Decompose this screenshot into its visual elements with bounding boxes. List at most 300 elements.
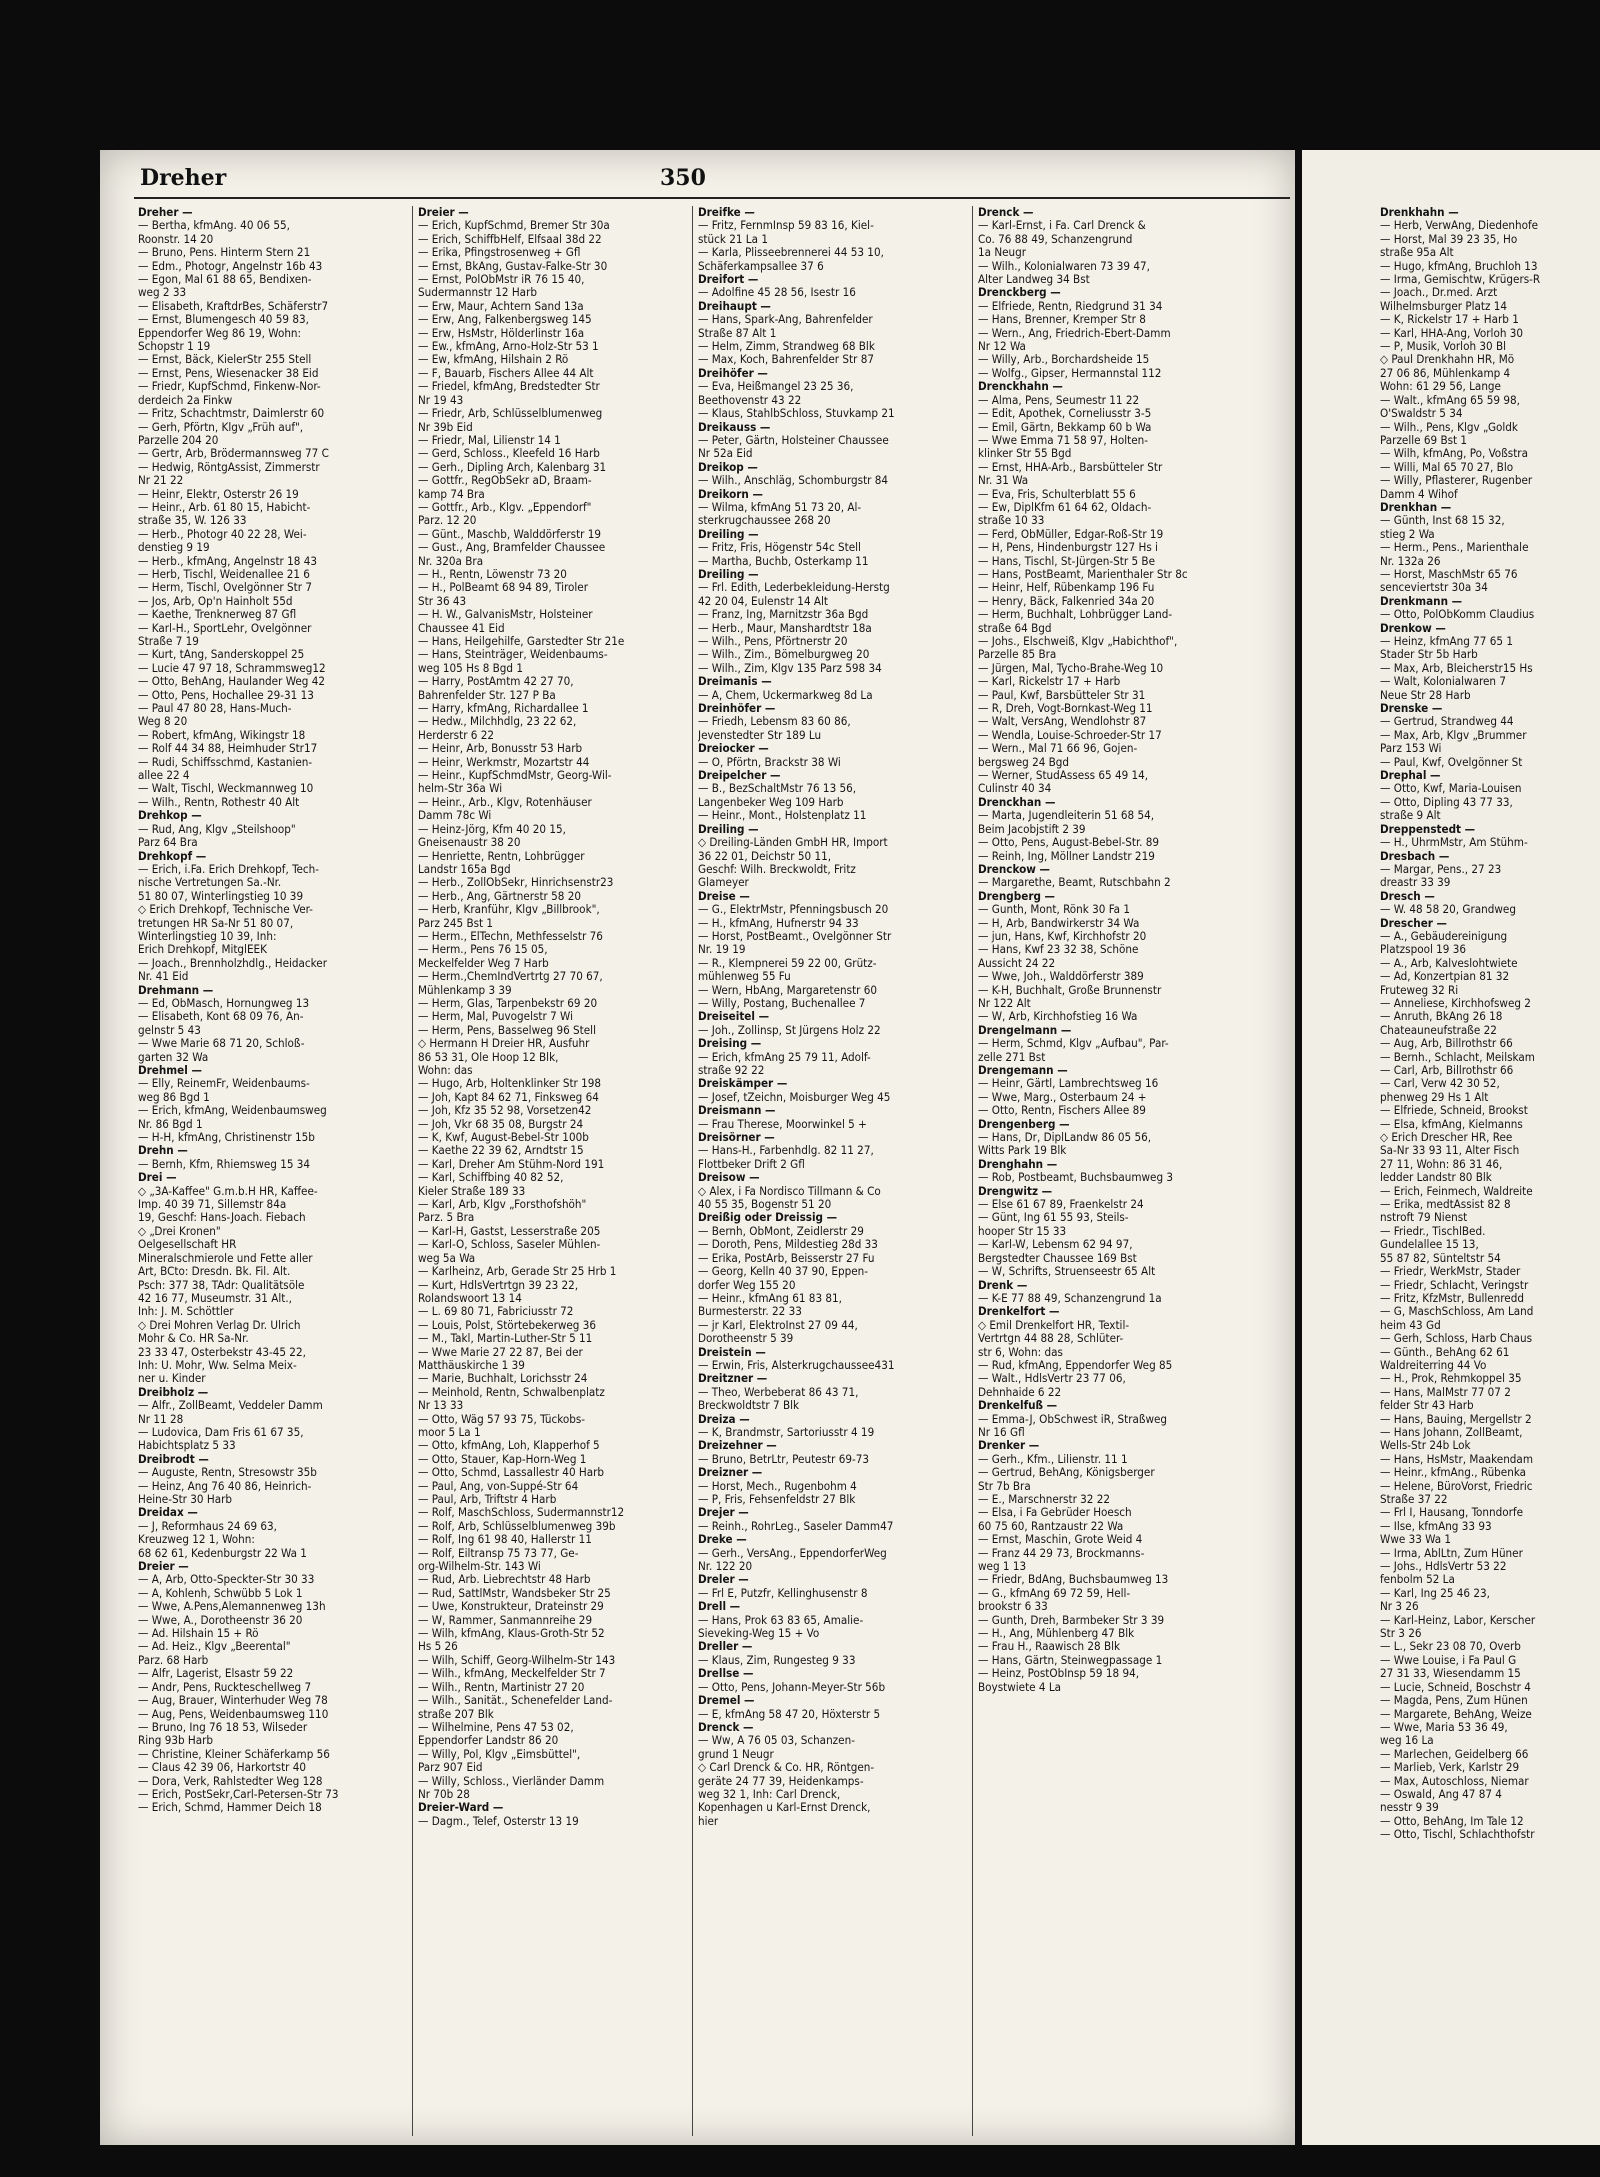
directory-line: — Helm, Zimm, Strandweg 68 Blk: [698, 340, 875, 354]
directory-line: — A., Arb, Kalveslohtwiete: [1380, 956, 1518, 970]
directory-line: Drephal —: [1380, 769, 1441, 783]
directory-line: 1a Neugr: [978, 246, 1027, 260]
directory-line: Drenkelfort —: [978, 1305, 1060, 1319]
directory-line: sterkrugchaussee 268 20: [698, 514, 831, 528]
directory-line: Culinstr 40 34: [978, 782, 1052, 796]
directory-line: — Ernst, Bäck, KielerStr 255 Stell: [138, 353, 312, 367]
directory-line: zelle 271 Bst: [978, 1050, 1046, 1064]
directory-line: — Friedr., TischlBed.: [1380, 1224, 1486, 1238]
directory-line: — Ernst, Maschin, Grote Weid 4: [978, 1533, 1143, 1547]
directory-line: — Hans, Kwf 23 32 38, Schöne: [978, 943, 1139, 957]
directory-line: — Kaethe 22 39 62, Arndtstr 15: [418, 1144, 584, 1158]
directory-line: — Aug, Pens, Weidenbaumsweg 110: [138, 1707, 329, 1721]
directory-line: — Friedr, Schlacht, Veringstr: [1380, 1278, 1529, 1292]
directory-line: Eppendorfer Weg 86 19, Wohn:: [138, 326, 302, 340]
directory-line: — Joh, Vkr 68 35 08, Burgstr 24: [418, 1117, 584, 1131]
directory-line: ◇ „3A-Kaffee" G.m.b.H HR, Kaffee-: [138, 1184, 318, 1198]
directory-line: — Karl-Heinz, Labor, Kerscher: [1380, 1613, 1536, 1627]
directory-line: Sudermannstr 12 Harb: [418, 286, 537, 300]
directory-line: — Wwe Marie 27 22 87, Bei der: [418, 1345, 583, 1359]
directory-line: — K-E 77 88 49, Schanzengrund 1a: [978, 1291, 1162, 1305]
directory-line: — Erich, i.Fa. Erich Drehkopf, Tech-: [138, 862, 320, 876]
directory-line: — Karl-O, Schloss, Saseler Mühlen-: [418, 1238, 601, 1252]
directory-line: — Otto, Schmd, Lassallestr 40 Harb: [418, 1466, 605, 1480]
directory-line: — Otto, Pens, August-Bebel-Str. 89: [978, 836, 1160, 850]
directory-line: Nr 3 26: [1380, 1600, 1419, 1614]
directory-line: — Günt, Ing 61 55 93, Steils-: [978, 1211, 1129, 1225]
directory-line: — Heinr., kfmAng., Rübenka: [1380, 1466, 1527, 1480]
directory-line: — Rud, Ang, Klgv „Steilshoop": [138, 822, 296, 836]
directory-line: Wells-Str 24b Lok: [1380, 1439, 1471, 1453]
directory-line: Drengenberg —: [978, 1117, 1070, 1131]
directory-line: — Irma, Gemischtw, Krügers-R: [1380, 273, 1541, 287]
directory-line: Dreimanis —: [698, 675, 772, 689]
directory-line: — Frau H., Raawisch 28 Blk: [978, 1640, 1121, 1654]
directory-line: — Christine, Kleiner Schäferkamp 56: [138, 1747, 330, 1761]
directory-line: ◇ „Drei Kronen": [138, 1224, 221, 1238]
directory-line: — Henriette, Rentn, Lohbrügger: [418, 849, 585, 863]
directory-line: — Karla, Plisseebrennerei 44 53 10,: [698, 246, 884, 260]
directory-line: — jun, Hans, Kwf, Kirchhofstr 20: [978, 929, 1147, 943]
directory-line: — Bruno, Ing 76 18 53, Wilseder: [138, 1720, 308, 1734]
directory-line: — Max, Arb, Bleicherstr15 Hs: [1380, 661, 1533, 675]
directory-line: ◇ Drei Mohren Verlag Dr. Ulrich: [138, 1318, 301, 1332]
directory-line: — K-H, Buchhalt, Große Brunnenstr: [978, 983, 1162, 997]
directory-line: Damm 4 Wihof: [1380, 487, 1458, 501]
directory-line: straße 207 Blk: [418, 1707, 494, 1721]
directory-line: allee 22 4: [138, 769, 190, 783]
running-head: Dreher: [140, 165, 227, 191]
directory-line: Drengemann —: [978, 1064, 1068, 1077]
directory-line: — Heinr., KupfSchmdMstr, Georg-Wil-: [418, 769, 612, 783]
directory-line: — Ernst, HHA-Arb., Barsbütteler Str: [978, 460, 1163, 474]
directory-line: Eppendorfer Landstr 86 20: [418, 1734, 559, 1748]
directory-line: — Elfriede, Rentn, Riedgrund 31 34: [978, 299, 1163, 313]
directory-line: — Karl, Arb, Klgv „Forsthofshöh": [418, 1198, 587, 1212]
directory-line: — Gertrud, BehAng, Königsberger: [978, 1466, 1155, 1480]
directory-line: — Erich, Schmd, Hammer Deich 18: [138, 1801, 322, 1815]
directory-line: Dreke —: [698, 1533, 747, 1547]
directory-line: — Wwe, Maria 53 36 49,: [1380, 1720, 1508, 1734]
directory-line: Nr 19 43: [418, 393, 464, 407]
directory-line: — Karl-W, Lebensm 62 94 97,: [978, 1238, 1133, 1252]
directory-line: — Erwin, Fris, Alsterkrugchaussee431: [698, 1358, 895, 1372]
directory-line: 27 31 33, Wiesendamm 15: [1380, 1667, 1521, 1681]
directory-line: — Karl, Ing 25 46 23,: [1380, 1586, 1490, 1600]
directory-line: — Franz, Ing, Marnitzstr 36a Bgd: [698, 608, 869, 622]
directory-line: garten 32 Wa: [138, 1050, 209, 1064]
directory-line: brookstr 6 33: [978, 1600, 1048, 1614]
directory-line: mühlenweg 55 Fu: [698, 970, 791, 984]
directory-line: Dreher —: [138, 206, 193, 219]
directory-line: — Otto, BehAng, Im Tale 12: [1380, 1814, 1524, 1828]
directory-line: Parzelle 204 20: [138, 433, 219, 447]
directory-line: — Peter, Gärtn, Holsteiner Chaussee: [698, 433, 889, 447]
directory-line: Dresbach —: [1380, 849, 1450, 863]
directory-line: Straße 37 22: [1380, 1493, 1448, 1506]
directory-line: — P, Musik, Vorloh 30 Bl: [1380, 340, 1507, 354]
directory-line: — Fritz, Fris, Högenstr 54c Stell: [698, 541, 861, 555]
directory-line: Drenck —: [978, 206, 1034, 219]
directory-line: — Heinr, Elektr, Osterstr 26 19: [138, 487, 299, 501]
directory-line: — Heinr., Arb. 61 80 15, Habicht-: [138, 500, 311, 514]
directory-line: str 6, Wohn: das: [978, 1345, 1063, 1359]
directory-line: — Hans Johann, ZollBeamt,: [1380, 1425, 1523, 1439]
directory-line: — Wilma, kfmAng 51 73 20, Al-: [698, 500, 862, 514]
directory-line: Drenkelfuß —: [978, 1399, 1058, 1413]
directory-line: — Max, Koch, Bahrenfelder Str 87: [698, 353, 874, 367]
directory-line: — Elfriede, Schneid, Brookst: [1380, 1104, 1528, 1118]
directory-line: — Rob, Postbeamt, Buchsbaumweg 3: [978, 1171, 1174, 1185]
directory-line: Drell —: [698, 1600, 741, 1614]
directory-line: — Rolf, Arb, Schlüsselblumenweg 39b: [418, 1519, 616, 1533]
directory-line: Beethovenstr 43 22: [698, 393, 802, 407]
directory-line: heim 43 Gd: [1380, 1318, 1441, 1332]
directory-line: — Gerh., Dipling Arch, Kalenbarg 31: [418, 460, 607, 474]
directory-line: — Otto, Wäg 57 93 75, Tückobs-: [418, 1412, 586, 1426]
directory-line: Wilhelmsburger Platz 14: [1380, 299, 1508, 313]
directory-line: Drenkhan —: [1380, 500, 1452, 514]
directory-line: — Carl, Arb, Billrothstr 66: [1380, 1064, 1514, 1077]
directory-line: — Herm, Pens, Basselweg 96 Stell: [418, 1023, 596, 1037]
directory-line: Dreismann —: [698, 1104, 776, 1118]
directory-line: — Jürgen, Mal, Tycho-Brahe-Weg 10: [978, 661, 1164, 675]
directory-line: straße 95a Alt: [1380, 246, 1454, 260]
directory-line: — Ad, Konzertpian 81 32: [1380, 970, 1510, 984]
directory-line: — Walt, Tischl, Weckmannweg 10: [138, 782, 314, 796]
directory-line: — Frl. Edith, Lederbekleidung-Herstg: [698, 581, 890, 595]
directory-line: — Doroth, Pens, Mildestieg 28d 33: [698, 1238, 878, 1252]
directory-line: — Herb., Photogr 40 22 28, Wei-: [138, 527, 307, 541]
directory-line: — Gunth, Mont, Rönk 30 Fa 1: [978, 903, 1131, 917]
directory-line: ◇ Erich Drehkopf, Technische Ver-: [138, 903, 313, 917]
directory-line: — Wern., Mal 71 66 96, Gojen-: [978, 742, 1138, 756]
directory-line: — H., Prok, Rehmkoppel 35: [1380, 1372, 1522, 1386]
directory-line: — Harry, PostAmtm 42 27 70,: [418, 675, 574, 689]
directory-line: — Wilh., Pens, Pförtnerstr 20: [698, 635, 848, 648]
directory-line: — Rud, Arb. Liebrechtstr 48 Harb: [418, 1573, 591, 1587]
directory-line: weg 105 Hs 8 Bgd 1: [418, 661, 523, 675]
directory-line: — Herm, Buchhalt, Lohbrügger Land-: [978, 608, 1173, 622]
directory-line: Dreikorn —: [698, 487, 763, 501]
directory-line: — Jos, Arb, Op'n Hainholt 55d: [138, 594, 293, 608]
directory-line: — K, Kwf, August-Bebel-Str 100b: [418, 1131, 589, 1145]
directory-line: Drengwitz —: [978, 1184, 1053, 1198]
directory-line: — A, Arb, Otto-Speckter-Str 30 33: [138, 1573, 315, 1587]
directory-line: — Anruth, BkAng 26 18: [1380, 1010, 1503, 1024]
directory-line: — Claus 42 39 06, Harkortstr 40: [138, 1761, 307, 1775]
header-rule: [134, 197, 1290, 199]
directory-line: — Wwe Emma 71 58 97, Holten-: [978, 433, 1149, 447]
directory-line: Burmesterstr. 22 33: [698, 1305, 802, 1319]
directory-line: Dreiling —: [698, 567, 759, 581]
directory-line: Chaussee 41 Eid: [418, 621, 505, 635]
directory-line: — Gerh, Pförtn, Klgv „Früh auf",: [138, 420, 304, 434]
directory-line: weg 5a Wa: [418, 1251, 476, 1265]
directory-line: — Hans, Spark-Ang, Bahrenfelder: [698, 313, 873, 327]
directory-line: — Otto, Dipling 43 77 33,: [1380, 795, 1513, 809]
directory-line: — A, Chem, Uckermarkweg 8d La: [698, 688, 873, 702]
directory-line: Dreise —: [698, 889, 750, 903]
directory-line: — Willy, Postang, Buchenallee 7: [698, 996, 866, 1010]
directory-line: — Wilh., Zim, Klgv 135 Parz 598 34: [698, 661, 882, 675]
directory-line: Drehmann —: [138, 983, 214, 997]
directory-line: — Willi, Mal 65 70 27, Blo: [1380, 460, 1514, 474]
directory-line: Fruteweg 32 Ri: [1380, 983, 1459, 997]
directory-line: — G, MaschSchloss, Am Land: [1380, 1305, 1534, 1319]
directory-line: Witts Park 19 Blk: [978, 1144, 1067, 1158]
directory-line: — Herm, Schmd, Klgv „Aufbau", Par-: [978, 1037, 1169, 1051]
directory-line: — Wwe Louise, i Fa Paul G: [1380, 1653, 1517, 1667]
directory-line: Inh: J. M. Schöttler: [138, 1305, 234, 1319]
directory-line: — Heinz, Ang 76 40 86, Heinrich-: [138, 1479, 312, 1493]
directory-line: — Erich, kfmAng, Weidenbaumsweg: [138, 1104, 327, 1118]
directory-line: Str 3 26: [1380, 1627, 1422, 1641]
directory-line: — Karlheinz, Arb, Gerade Str 25 Hrb 1: [418, 1265, 617, 1279]
directory-line: Str 7b Bra: [978, 1479, 1031, 1493]
directory-line: — Walt, VersAng, Wendlohstr 87: [978, 715, 1147, 729]
directory-column-1: [138, 206, 410, 2136]
directory-line: Drenck —: [698, 1720, 754, 1734]
directory-line: Dreiling —: [698, 527, 759, 541]
directory-line: Nr 16 Gfl: [978, 1425, 1025, 1439]
directory-column-3: [698, 206, 970, 2136]
directory-line: Inh: U. Mohr, Ww. Selma Meix-: [138, 1358, 297, 1372]
directory-line: Matthäuskirche 1 39: [418, 1358, 525, 1372]
directory-line: — Meinhold, Rentn, Schwalbenplatz: [418, 1385, 605, 1399]
directory-line: — Ew, DiplKfm 61 64 62, Oldach-: [978, 500, 1152, 514]
directory-line: — Hans, MalMstr 77 07 2: [1380, 1385, 1511, 1399]
directory-line: — Wilh., Rentn, Rothestr 40 Alt: [138, 795, 300, 809]
directory-line: — Wern, HbAng, Margaretenstr 60: [698, 983, 878, 997]
directory-line: klinker Str 55 Bgd: [978, 447, 1072, 461]
directory-line: Drenkmann —: [1380, 594, 1463, 608]
directory-line: Damm 78c Wi: [418, 809, 492, 823]
directory-line: — Gertrud, Strandweg 44: [1380, 715, 1514, 729]
directory-line: Gneisenaustr 38 20: [418, 836, 521, 850]
directory-line: Wohn: das: [418, 1064, 473, 1077]
directory-line: Boystwiete 4 La: [978, 1680, 1062, 1694]
directory-line: Drengelmann —: [978, 1023, 1072, 1037]
directory-line: Geschf: Wilh. Breckwoldt, Fritz: [698, 862, 856, 876]
directory-line: helm-Str 36a Wi: [418, 782, 503, 796]
directory-line: Glameyer: [698, 876, 749, 890]
directory-line: 55 87 82, Sünteltstr 54: [1380, 1251, 1501, 1265]
directory-line: — Günt., Maschb, Walddörferstr 19: [418, 527, 602, 541]
directory-line: — Eva, Fris, Schulterblatt 55 6: [978, 487, 1136, 501]
directory-line: — K, Rickelstr 17 + Harb 1: [1380, 313, 1519, 327]
directory-line: — Gerh., Kfm., Lilienstr. 11 1: [978, 1452, 1128, 1466]
directory-line: Drengberg —: [978, 889, 1055, 903]
directory-line: — Andr, Pens, Ruckteschellweg 7: [138, 1680, 312, 1694]
directory-line: Dreppenstedt —: [1380, 822, 1476, 836]
directory-line: — Paul, Ang, von-Suppé-Str 64: [418, 1479, 579, 1493]
directory-line: — Karl-Ernst, i Fa. Carl Drenck &: [978, 219, 1146, 233]
directory-line: — Erika, medtAssist 82 8: [1380, 1198, 1511, 1212]
directory-line: Chateauneufstraße 22: [1380, 1023, 1497, 1037]
column-divider: [692, 206, 693, 2136]
directory-line: — H., Rentn, Löwenstr 73 20: [418, 567, 567, 581]
directory-line: — Heinr., Arb., Klgv, Rotenhäuser: [418, 795, 592, 809]
directory-line: Beim Jacobjstift 2 39: [978, 822, 1086, 836]
directory-line: — Erika, Pfingstrosenweg + Gfl: [418, 246, 581, 260]
directory-line: — Ew., kfmAng, Arno-Holz-Str 53 1: [418, 340, 599, 354]
directory-line: Drenkow —: [1380, 621, 1446, 635]
directory-line: O'Swaldstr 5 34: [1380, 407, 1463, 421]
directory-line: Nr. 31 Wa: [978, 474, 1029, 488]
directory-line: Dreihöfer —: [698, 366, 768, 380]
directory-line: 27 06 86, Mühlenkamp 4: [1380, 366, 1511, 380]
directory-line: — Alfr, Lagerist, Elsastr 59 22: [138, 1667, 294, 1681]
directory-line: Nr. 132a 26: [1380, 554, 1441, 568]
directory-line: — W. 48 58 20, Grandweg: [1380, 903, 1516, 917]
directory-line: — Carl, Verw 42 30 52,: [1380, 1077, 1500, 1091]
directory-line: Dreistein —: [698, 1345, 766, 1359]
directory-line: Mohr & Co. HR Sa-Nr.: [138, 1332, 249, 1346]
directory-line: — Edit, Apothek, Corneliusstr 3-5: [978, 407, 1152, 421]
directory-line: — Rolf, MaschSchloss, Sudermannstr12: [418, 1506, 625, 1520]
directory-line: Str 36 43: [418, 594, 467, 608]
directory-line: — Heinr, Arb, Bonusstr 53 Harb: [418, 742, 583, 756]
directory-line: — Bernh, Kfm, Rhiemsweg 15 34: [138, 1157, 311, 1171]
directory-line: — Karl, Rickelstr 17 + Harb: [978, 675, 1121, 689]
directory-line: ner u. Kinder: [138, 1372, 206, 1386]
directory-line: — Ad. Heiz., Klgv „Beerental": [138, 1640, 291, 1654]
directory-line: — Wwe, Joh., Walddörferstr 389: [978, 970, 1144, 984]
directory-line: — W, Rammer, Sanmannreihe 29: [418, 1613, 593, 1627]
directory-line: Dreibholz —: [138, 1385, 209, 1399]
directory-line: Imp. 40 39 71, Sillemstr 84a: [138, 1198, 287, 1212]
directory-line: Drehkop —: [138, 809, 202, 823]
directory-line: — Wolfg., Gipser, Hermannstal 112: [978, 366, 1162, 380]
directory-line: — Otto, Stauer, Kap-Horn-Weg 1: [418, 1452, 587, 1466]
directory-line: — Joh, Kapt 84 62 71, Finksweg 64: [418, 1090, 599, 1104]
directory-line: — Kurt, tAng, Sanderskoppel 25: [138, 648, 305, 662]
directory-line: Drenkhahn —: [1380, 206, 1459, 219]
directory-line: — Paul, Kwf, Barsbütteler Str 31: [978, 688, 1146, 702]
directory-line: — Hedwig, RöntgAssist, Zimmerstr: [138, 460, 320, 474]
directory-line: — Wilh., Pens, Klgv „Goldk: [1380, 420, 1518, 434]
directory-line: Rolandswoort 13 14: [418, 1291, 522, 1305]
directory-line: — Paul, Arb, Triftstr 4 Harb: [418, 1493, 557, 1506]
directory-line: — Otto, Kwf, Maria-Louisen: [1380, 782, 1522, 796]
directory-line: — Karl, Dreher Am Stühm-Nord 191: [418, 1157, 605, 1171]
directory-line: Parzelle 69 Bst 1: [1380, 433, 1468, 447]
directory-line: — H, Pens, Hindenburgstr 127 Hs i: [978, 541, 1158, 555]
directory-line: Dreihaupt —: [698, 299, 771, 313]
directory-line: — Ernst, Pens, Wiesenacker 38 Eid: [138, 366, 319, 380]
directory-line: — A., Gebäudereinigung: [1380, 929, 1508, 943]
directory-line: Drehmel —: [138, 1064, 202, 1077]
directory-line: Drejer —: [698, 1506, 749, 1520]
directory-line: dorfer Weg 155 20: [698, 1278, 796, 1292]
directory-line: Vertrtgn 44 88 28, Schlüter-: [978, 1332, 1124, 1346]
directory-line: Oelgesellschaft HR: [138, 1238, 237, 1252]
directory-line: — Karl-H, Gastst, Lesserstraße 205: [418, 1224, 601, 1238]
directory-line: Nr 122 Alt: [978, 996, 1031, 1010]
directory-line: — Elsa, kfmAng, Kielmanns: [1380, 1117, 1523, 1131]
directory-line: nesstr 9 39: [1380, 1801, 1439, 1815]
directory-line: — Franz 44 29 73, Brockmanns-: [978, 1546, 1145, 1560]
directory-line: — Wilh, kfmAng, Po, Voßstra: [1380, 447, 1528, 461]
directory-line: Wohn: 61 29 56, Lange: [1380, 380, 1501, 394]
directory-line: 60 75 60, Rantzaustr 22 Wa: [978, 1519, 1124, 1533]
directory-line: Winterlingstieg 10 39, Inh:: [138, 929, 277, 943]
directory-line: — Horst, MaschMstr 65 76: [1380, 567, 1518, 581]
directory-line: ledder Landstr 80 Blk: [1380, 1171, 1492, 1185]
directory-line: — Karl, Schiffbing 40 82 52,: [418, 1171, 564, 1185]
directory-line: Dehnhaide 6 22: [978, 1385, 1062, 1399]
directory-line: Waldreiterring 44 Vo: [1380, 1358, 1487, 1372]
directory-line: — H., PolBeamt 68 94 89, Tiroler: [418, 581, 588, 595]
directory-line: Dreising —: [698, 1037, 762, 1051]
directory-line: — Herb, VerwAng, Diedenhofe: [1380, 219, 1539, 233]
directory-line: Dreifort —: [698, 273, 759, 287]
directory-line: — Georg, Kelln 40 37 90, Eppen-: [698, 1265, 869, 1279]
directory-line: denstieg 9 19: [138, 541, 210, 555]
directory-line: Dreikauss —: [698, 420, 771, 434]
directory-line: — Margarete, BehAng, Weize: [1380, 1707, 1532, 1721]
directory-line: — Fritz, Schachtmstr, Daimlerstr 60: [138, 407, 325, 421]
directory-line: — Marlieb, Verk, Karlstr 29: [1380, 1761, 1520, 1775]
directory-line: Nr 21 22: [138, 474, 184, 488]
directory-line: Erich Drehkopf, MitglEEK: [138, 943, 267, 957]
directory-line: ◇ Paul Drenkhahn HR, Mö: [1380, 353, 1515, 367]
directory-line: Ring 93b Harb: [138, 1734, 214, 1748]
directory-line: weg 1 13: [978, 1560, 1027, 1574]
directory-line: — Otto, PolObKomm Claudius: [1380, 608, 1535, 622]
directory-line: Dreißig oder Dreissig —: [698, 1211, 838, 1225]
directory-line: — Elisabeth, Kont 68 09 76, An-: [138, 1010, 304, 1024]
directory-line: Stader Str 5b Harb: [1380, 648, 1478, 662]
directory-line: — Walt., kfmAng 65 59 98,: [1380, 393, 1520, 407]
directory-line: — Herb, Tischl, Weidenallee 21 6: [138, 567, 310, 581]
directory-line: — B., BezSchaltMstr 76 13 56,: [698, 782, 857, 796]
directory-line: — Erich, Feinmech, Waldreite: [1380, 1184, 1533, 1198]
directory-line: Dreiocker —: [698, 742, 769, 756]
directory-line: ◇ Carl Drenck & Co. HR, Röntgen-: [698, 1761, 875, 1775]
directory-line: — H., kfmAng, Hufnerstr 94 33: [698, 916, 859, 930]
directory-line: Drehkopf —: [138, 849, 207, 863]
directory-line: — Rolf, Ing 61 98 40, Hallerstr 11: [418, 1533, 592, 1547]
column-divider: [412, 206, 413, 2136]
directory-line: — Wendla, Louise-Schroeder-Str 17: [978, 728, 1162, 742]
directory-line: Dreizner —: [698, 1466, 763, 1480]
directory-line: — Uwe, Konstrukteur, Drateinstr 29: [418, 1600, 604, 1614]
directory-line: 36 22 01, Deichstr 50 11,: [698, 849, 832, 863]
directory-line: — A, Kohlenh, Schwübb 5 Lok 1: [138, 1586, 303, 1600]
directory-line: — Friedel, kfmAng, Bredstedter Str: [418, 380, 600, 394]
directory-line: — H. W., GalvanisMstr, Holsteiner: [418, 608, 593, 622]
directory-line: 51 80 07, Winterlingstieg 10 39: [138, 889, 304, 903]
directory-line: — Wilhelmine, Pens 47 53 02,: [418, 1720, 574, 1734]
directory-line: — Friedr, KupfSchmd, Finkenw-Nor-: [138, 380, 321, 394]
directory-line: — Gerh, Schloss, Harb Chaus: [1380, 1332, 1533, 1346]
directory-line: — Friedh, Lebensm 83 60 86,: [698, 715, 851, 729]
directory-line: — Friedr, Mal, Lilienstr 14 1: [418, 433, 561, 447]
directory-line: — Dagm., Telef, Osterstr 13 19: [418, 1814, 579, 1828]
directory-line: — H., UhrmMstr, Am Stühm-: [1380, 836, 1528, 850]
directory-line: Drei —: [138, 1171, 177, 1185]
directory-line: Aussicht 24 22: [978, 956, 1056, 970]
directory-line: Dremel —: [698, 1694, 755, 1708]
directory-line: — Fritz, FernmInsp 59 83 16, Kiel-: [698, 219, 874, 233]
directory-line: Dreizehner —: [698, 1439, 777, 1453]
next-page-column: [1380, 206, 1600, 2136]
directory-line: Nr. 41 Eid: [138, 970, 189, 984]
directory-line: 27 11, Wohn: 86 31 46,: [1380, 1157, 1503, 1171]
directory-line: — Ew, kfmAng, Hilshain 2 Rö: [418, 353, 569, 367]
